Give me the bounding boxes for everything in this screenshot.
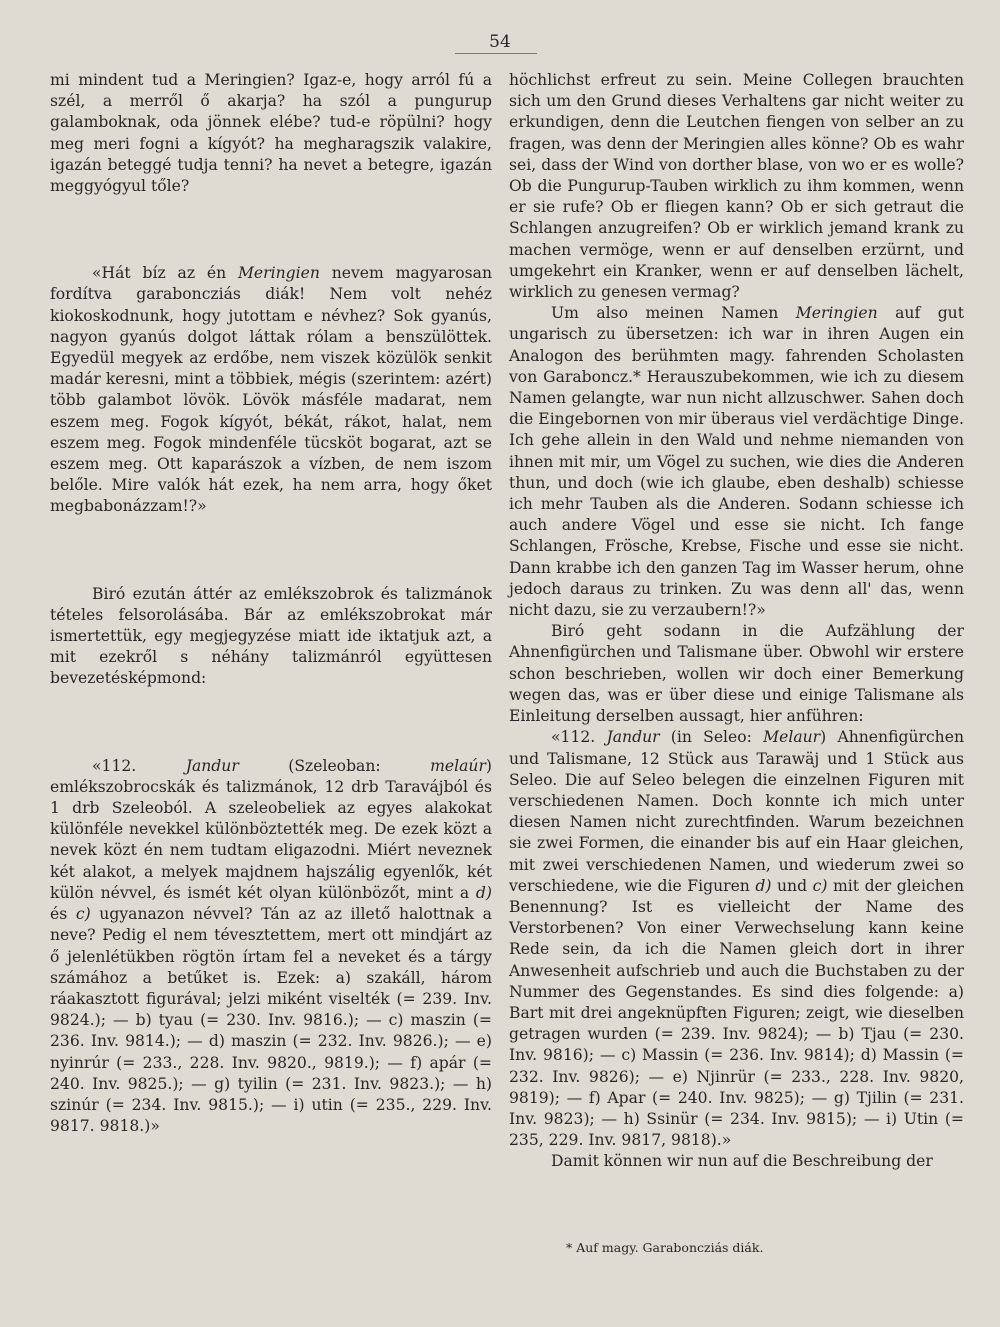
paragraph: Biró ezután áttér az emlékszobrok és talizmánok tételes felsorolásába. Bár az emlékszobrokat már ismertettük, egy megjegyzése miatt ide iktatjuk azt, a mit ezekről s néhány talizmánról együttesen bevezetésképmond: <box>50 584 492 688</box>
text-run: ) emlékszobrocskák és talizmánok, 12 drb Taravájból és 1 drb Szeleoból. A szeleobeliek az egyes alakokat különféle nevekkel különböztették meg. De ezek közt a nevek közt én nem tudtam eligazodni. Miért neveznek két alakot, a melyek majdnem hajszálig egyenlők, két külön névvel, és ismét két olyan különbözőt, mint a <box>50 756 492 902</box>
page-number: 54 <box>489 32 511 52</box>
text-run: und <box>771 876 813 895</box>
right-column <box>509 70 964 1173</box>
name-italic: Meringien <box>237 264 320 283</box>
paragraph <box>50 756 492 1138</box>
paragraph: Damit können wir nun auf die Beschreibung der <box>551 1152 933 1171</box>
text-run: (Szeleoban: <box>238 756 431 775</box>
text-run: mit der gleichen Benennung? Ist es vielleicht der Name des Verstorbenen? Von einer Verwechselung kann keine Rede sein, da ich die Namen gleich dort in ihrer Anwesenheit aufschrieb und auch die Buchstaben zu der Nummer des Gegenstandes. Es sind dies folgende: <box>509 876 965 1001</box>
paragraph: Biró geht sodann in die Aufzählung der Ahnenfigürchen und Talismane über. Obwohl wir erstere schon beschrieben, wollen wir doch einer Bemerkung wegen das, was er über diese und einige Talismane als Einleitung derselben aussagt, hier anführen: <box>509 622 964 726</box>
text-run: nevem magyarosan fordítva garaboncziás diák! Nem volt nehéz kiokoskodnunk, hogy jutottam e névhez? Sok gyanús, nagyon gyanús dolgot láttak rólam a benszülöttek. Egyedül megyek az erdőbe, nem viszek közülök senkit madár keresni, mint a többiek, mégis (szerintem: azért) több galambot lövök. Lövök másféle madarat, nem eszem meg. Fogok kígyót, békát, rákot, halat, nem eszem meg. Fogok mindenféle tücsköt bogarat, azt se eszem meg. Ott kaparászok a vízben, de nem iszom belőle. Mire valók hát ezek, ha nem arra, hogy őket megbabonázzam!?» <box>50 264 492 516</box>
text-run: «112. <box>92 756 186 775</box>
name-italic: melaúr <box>430 756 486 775</box>
name-italic: Meringien <box>795 304 878 323</box>
text-run: ) Ahnenfigürchen und Talismane, 12 Stück aus Tarawäj und 1 Stück aus Seleo. Die auf Seleo belegen die einzelnen Figuren mit verschiedenen Namen. Doch konnte ich mich unter diesen Namen nicht zurechtfinden. Warum bezeichnen sie zwei Formen, die einander bis auf ein Haar gleichen, mit zwei verschiedenen Namen, und wiederum zwei so verschiedene, wie die Figuren <box>509 728 964 895</box>
left-column <box>50 70 492 1137</box>
name-italic: Jandur <box>606 728 660 747</box>
text-run: Um also meinen Namen <box>551 304 796 323</box>
text-run: auf gut ungarisch zu übersetzen: ich war in ihren Augen ein Analogon des berühmten magy. fahrenden Scholasten von Garaboncz.* Herauszubekommen, wie ich zu diesem Namen gelangte, war nun nicht allzuschwer. Sahen doch die Eingebornen von mir überaus viel verdächtige Dinge. Ich gehe allein in den Wald und nehme niemanden von ihnen mit mir, um Vögel zu suchen, wie dies die Anderen thun, und doch (wie ich glaube, eben deshalb) schiesse ich mehr Tauben als die Anderen. Sodann schiesse ich auch andere Vögel und esse sie nicht. Ich fange Schlangen, Frösche, Krebse, Fische und esse sie nicht. Dann krabbe ich den ganzen Tag im Wasser herum, ohne jedoch daraus zu trinken. Zu was denn all' das, wenn nicht dazu, sie zu verzaubern!?» <box>509 304 964 620</box>
paragraph <box>509 727 964 1151</box>
paragraph <box>509 303 964 621</box>
text-run: «112. <box>551 728 607 747</box>
name-italic: Melaur <box>763 728 821 747</box>
footnote: * Auf magy. Garaboncziás diák. <box>566 1240 764 1255</box>
item-list: a) szakáll, három ráakasztott figurával; jelzi miként viselték (= 239. Inv. 9824.); — b) tyau (= 230. Inv. 9816.); — c) maszin (= 236. Inv. 9814.); — d) maszin (= 232. Inv. 9826.); — e) nyinrúr (= 233., 228. Inv. 9820., 9819.); — f) apár (= 240. Inv. 9825.); — g) tyilin (= 231. Inv. 9823.); — h) szinúr (= 234. Inv. 9815.); — i) utin (= 235., 229. Inv. 9817. 9818.)» <box>50 968 492 1136</box>
text-run: és <box>50 905 76 924</box>
text-run: ugyanazon névvel? Tán az az illető halottnak a neve? Pedig el nem tévesztettem, mert ott mindjárt az ő jelenlétükben rögtön írtam fel a neveket és a tárgy számához a betűket is. Ezek: <box>50 905 492 987</box>
text-run: (in Seleo: <box>659 728 764 747</box>
label-italic: d) <box>475 883 492 902</box>
paragraph: mi mindent tud a Meringien? Igaz-e, hogy arról fú a szél, a merről ő akarja? ha szól a pungurup galamboknak, oda jönnek elébe? tud-e röpülni? hogy meg meri fogni a kígyót? ha megharagszik valakire, igazán beteggé tudja tenni? ha nevet a betegre, igazán meggyógyul tőle? <box>50 71 492 196</box>
page-number-rule <box>455 53 537 54</box>
item-list: a) Bart mit drei angeknüpften Figuren; zeigt, wie dieselben getragen wurden (= 239. Inv. 9824); — b) Tjau (= 230. Inv. 9816); — c) Massin (= 236. Inv. 9814); d) Massin (= 232. Inv. 9826); — e) Njinrür (= 233., 228. Inv. 9820, 9819); — f) Apar (= 240. Inv. 9825); — g) Tjilin (= 231. Inv. 9823); — h) Ssinür (= 234. Inv. 9815); — i) Utin (= 235, 229. Inv. 9817, 9818).» <box>509 982 964 1150</box>
label-italic: c) <box>812 876 828 895</box>
paragraph: höchlichst erfreut zu sein. Meine Collegen brauchten sich um den Grund dieses Verhaltens gar nicht weiter zu erkundigen, denn die Leutchen fiengen von selber an zu fragen, was denn der Meringien alles könne? Ob es wahr sei, dass der Wind von dorther blase, von wo er es wolle? Ob die Pungurup-Tauben wirklich zu ihm kommen, wenn er sie rufe? Ob er fliegen kann? Ob er sich getraut die Schlangen anzugreifen? Ob er wirklich jemand krank zu machen vermöge, wenn er auf denselben erzürnt, und umgekehrt ein Kranker, wenn er auf denselben lächelt, wirklich zu genesen vermag? <box>509 71 964 302</box>
label-italic: d) <box>755 876 772 895</box>
label-italic: c) <box>75 905 91 924</box>
paragraph <box>50 263 492 517</box>
text-run: «Hát bíz az én <box>92 264 238 283</box>
name-italic: Jandur <box>185 756 239 775</box>
